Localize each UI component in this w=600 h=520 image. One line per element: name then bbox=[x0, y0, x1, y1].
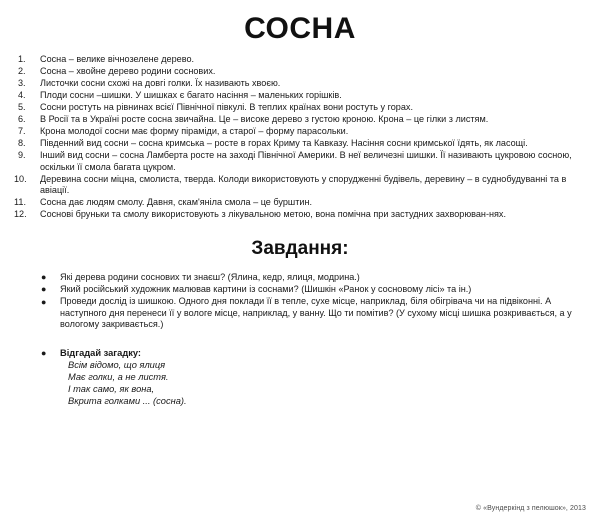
fact-item-number: 7. bbox=[18, 126, 26, 137]
fact-item-number: 9. bbox=[18, 150, 26, 161]
fact-item bbox=[0, 102, 578, 113]
fact-item-text: Листочки сосни схожі на довгі голки. Їх називають хвоєю. bbox=[40, 78, 281, 89]
fact-item-number: 4. bbox=[18, 90, 26, 101]
task-item bbox=[0, 284, 578, 295]
riddle-block bbox=[0, 348, 600, 408]
fact-item bbox=[0, 209, 578, 220]
tasks-section-heading: Завдання: bbox=[251, 237, 349, 259]
bullet-icon: ● bbox=[41, 272, 47, 283]
task-item-text: Проведи дослід із шишкою. Одного дня поклади її в тепле, сухе місце, наприклад, біля обігрівача чи на підвіконні. А наступного дня перенеси її у вологе місце, наприклад, у ванну. Що ти помітив? (У сухому місці шишка розкривається, а у вологому закривається.) bbox=[60, 296, 572, 330]
fact-item-number: 3. bbox=[18, 78, 26, 89]
fact-item-number: 10. bbox=[14, 173, 27, 184]
task-item bbox=[0, 272, 578, 283]
fact-item bbox=[0, 54, 578, 65]
fact-item bbox=[0, 126, 578, 137]
facts-list bbox=[0, 54, 600, 221]
fact-item-number: 12. bbox=[14, 209, 27, 220]
fact-item-number: 8. bbox=[18, 138, 26, 149]
fact-item bbox=[0, 114, 578, 125]
document-page bbox=[0, 12, 600, 520]
fact-item bbox=[0, 66, 578, 77]
bullet-icon: ● bbox=[41, 348, 47, 359]
footer-copyright: © «Вундеркінд з пелюшок», 2013 bbox=[475, 505, 586, 512]
riddle-line: Має голки, а не листя. bbox=[68, 372, 169, 383]
riddle-line: Вкрита голками ... (сосна). bbox=[68, 396, 187, 407]
fact-item-text: Сосна дає людям смолу. Давня, скам'яніла смола – це бурштин. bbox=[40, 197, 312, 208]
fact-item-text: Крона молодої сосни має форму піраміди, а старої – форму парасольки. bbox=[40, 126, 349, 137]
fact-item bbox=[0, 197, 578, 208]
bullet-icon: ● bbox=[41, 284, 47, 295]
fact-item-number: 5. bbox=[18, 102, 26, 113]
fact-item-number: 6. bbox=[18, 114, 26, 125]
fact-item-number: 2. bbox=[18, 66, 26, 77]
fact-item-text: Сосна – хвойне дерево родини соснових. bbox=[40, 66, 216, 77]
riddle-line: Всім відомо, що ялиця bbox=[68, 360, 166, 371]
fact-item-text: Південний вид сосни – сосна кримська – росте в горах Криму та Кавказу. Насіння сосни кримської їдять, як ласощі. bbox=[40, 138, 528, 149]
fact-item-text: Плоди сосни –шишки. У шишках є багато насіння – маленьких горішків. bbox=[40, 90, 342, 101]
fact-item bbox=[0, 78, 578, 89]
fact-item-text: Соснові бруньки та смолу використовують з лікувальною метою, вона помічна при застудних захворюван-нях. bbox=[40, 209, 506, 220]
fact-item-text: Сосни ростуть на рівнинах всієї Північної півкулі. В теплих країнах вони ростуть у горах. bbox=[40, 102, 413, 113]
task-item bbox=[0, 296, 578, 330]
fact-item-text: Деревина сосни міцна, смолиста, тверда. Колоди використовують у спорудженні будівель, деревину – в суднобудуванні та в авіації. bbox=[40, 173, 567, 196]
fact-item bbox=[0, 90, 578, 101]
page-title: СОСНА bbox=[244, 12, 356, 45]
fact-item bbox=[0, 150, 578, 173]
fact-item-number: 1. bbox=[18, 54, 26, 64]
fact-item-text: Інший вид сосни – сосна Ламберта росте на заході Північної Америки. В неї величезні шишки. Її називають цукровою сосною, оскільки її смола багата цукром. bbox=[40, 150, 572, 172]
riddle-lines bbox=[60, 360, 600, 408]
fact-item bbox=[0, 174, 578, 197]
task-item-text: Які дерева родини соснових ти знаєш? (Ялина, кедр, ялиця, модрина.) bbox=[60, 271, 360, 282]
fact-item-text: Сосна – велике вічнозелене дерево. bbox=[40, 54, 195, 64]
riddle-title: Відгадай загадку: bbox=[60, 347, 142, 358]
fact-item-number: 11. bbox=[14, 197, 26, 208]
riddle-line: І так само, як вона, bbox=[68, 384, 155, 395]
fact-item-text: В Росії та в Україні росте сосна звичайна. Це – високе дерево з густою кроною. Крона – це гілки з листям. bbox=[40, 114, 489, 125]
bullet-icon: ● bbox=[41, 296, 47, 307]
tasks-list bbox=[0, 272, 600, 331]
fact-item bbox=[0, 138, 578, 149]
task-item-text: Який російський художник малював картини із соснами? (Шишкін «Ранок у сосновому лісі» та ін.) bbox=[60, 283, 472, 294]
